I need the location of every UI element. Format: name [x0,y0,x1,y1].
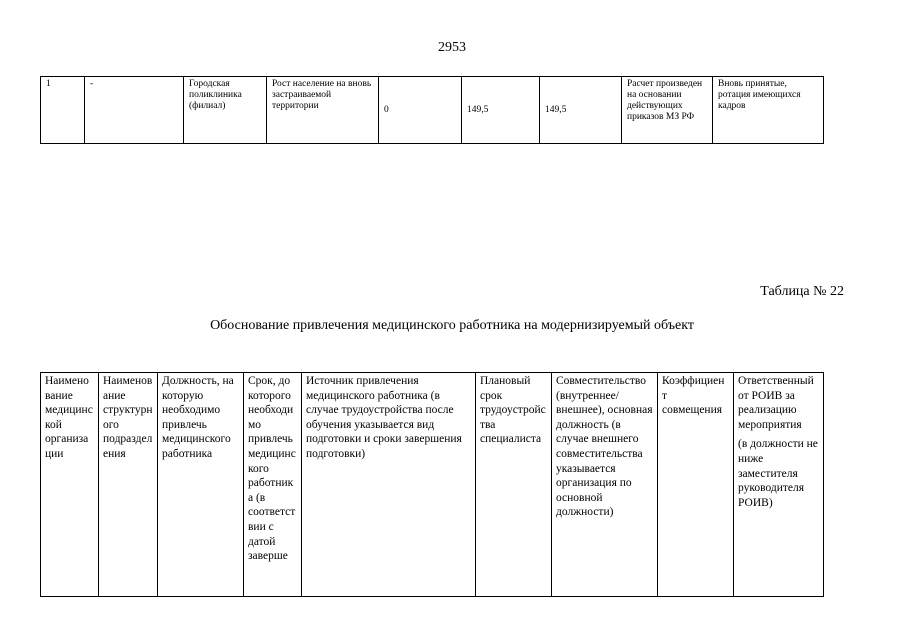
column-header-note: (в должности не ниже заместителя руководителя РОИВ) [738,438,818,509]
table-title: Обоснование привлечения медицинского работника на модернизируемый объект [210,318,694,333]
table-cell: Вновь принятые, ротация имеющихся кадров [713,77,824,144]
table-row [41,77,824,144]
table-cell: 0 [379,77,462,144]
column-header: Коэффициент совмещения [658,373,734,597]
page-number: 2953 [438,40,466,55]
justification-table [40,372,824,597]
table-cell: - [85,77,184,144]
table-cell: Городская поликлиника (филиал) [184,77,267,144]
table-header-row [41,373,824,597]
column-header [734,373,824,597]
table-cell: Рост население на вновь застраиваемой территории [267,77,379,144]
column-header: Плановый срок трудоустройства специалиста [476,373,552,597]
column-header-text: Ответственный от РОИВ за реализацию мероприятия [738,375,814,431]
column-header: Наименование медицинской организации [41,373,99,597]
column-header: Источник привлечения медицинского работника (в случае трудоустройства после обучения указывается вид подготовки и сроки завершения подготовки) [302,373,476,597]
column-header: Срок, до которого необходимо привлечь медицинского работника (в соответствии с датой заверше [244,373,302,597]
table-cell: Расчет произведен на основании действующих приказов МЗ РФ [622,77,713,144]
table-label: Таблица № 22 [760,284,844,299]
table-cell: 1 [41,77,85,144]
table-cell: 149,5 [540,77,622,144]
continued-table [40,76,824,144]
column-header: Совместительство (внутреннее/внешнее), основная должность (в случае внешнего совместительства указывается организация по основной должности) [552,373,658,597]
column-header: Наименование структурного подразделения [99,373,158,597]
column-header: Должность, на которую необходимо привлечь медицинского работника [158,373,244,597]
table-cell: 149,5 [462,77,540,144]
